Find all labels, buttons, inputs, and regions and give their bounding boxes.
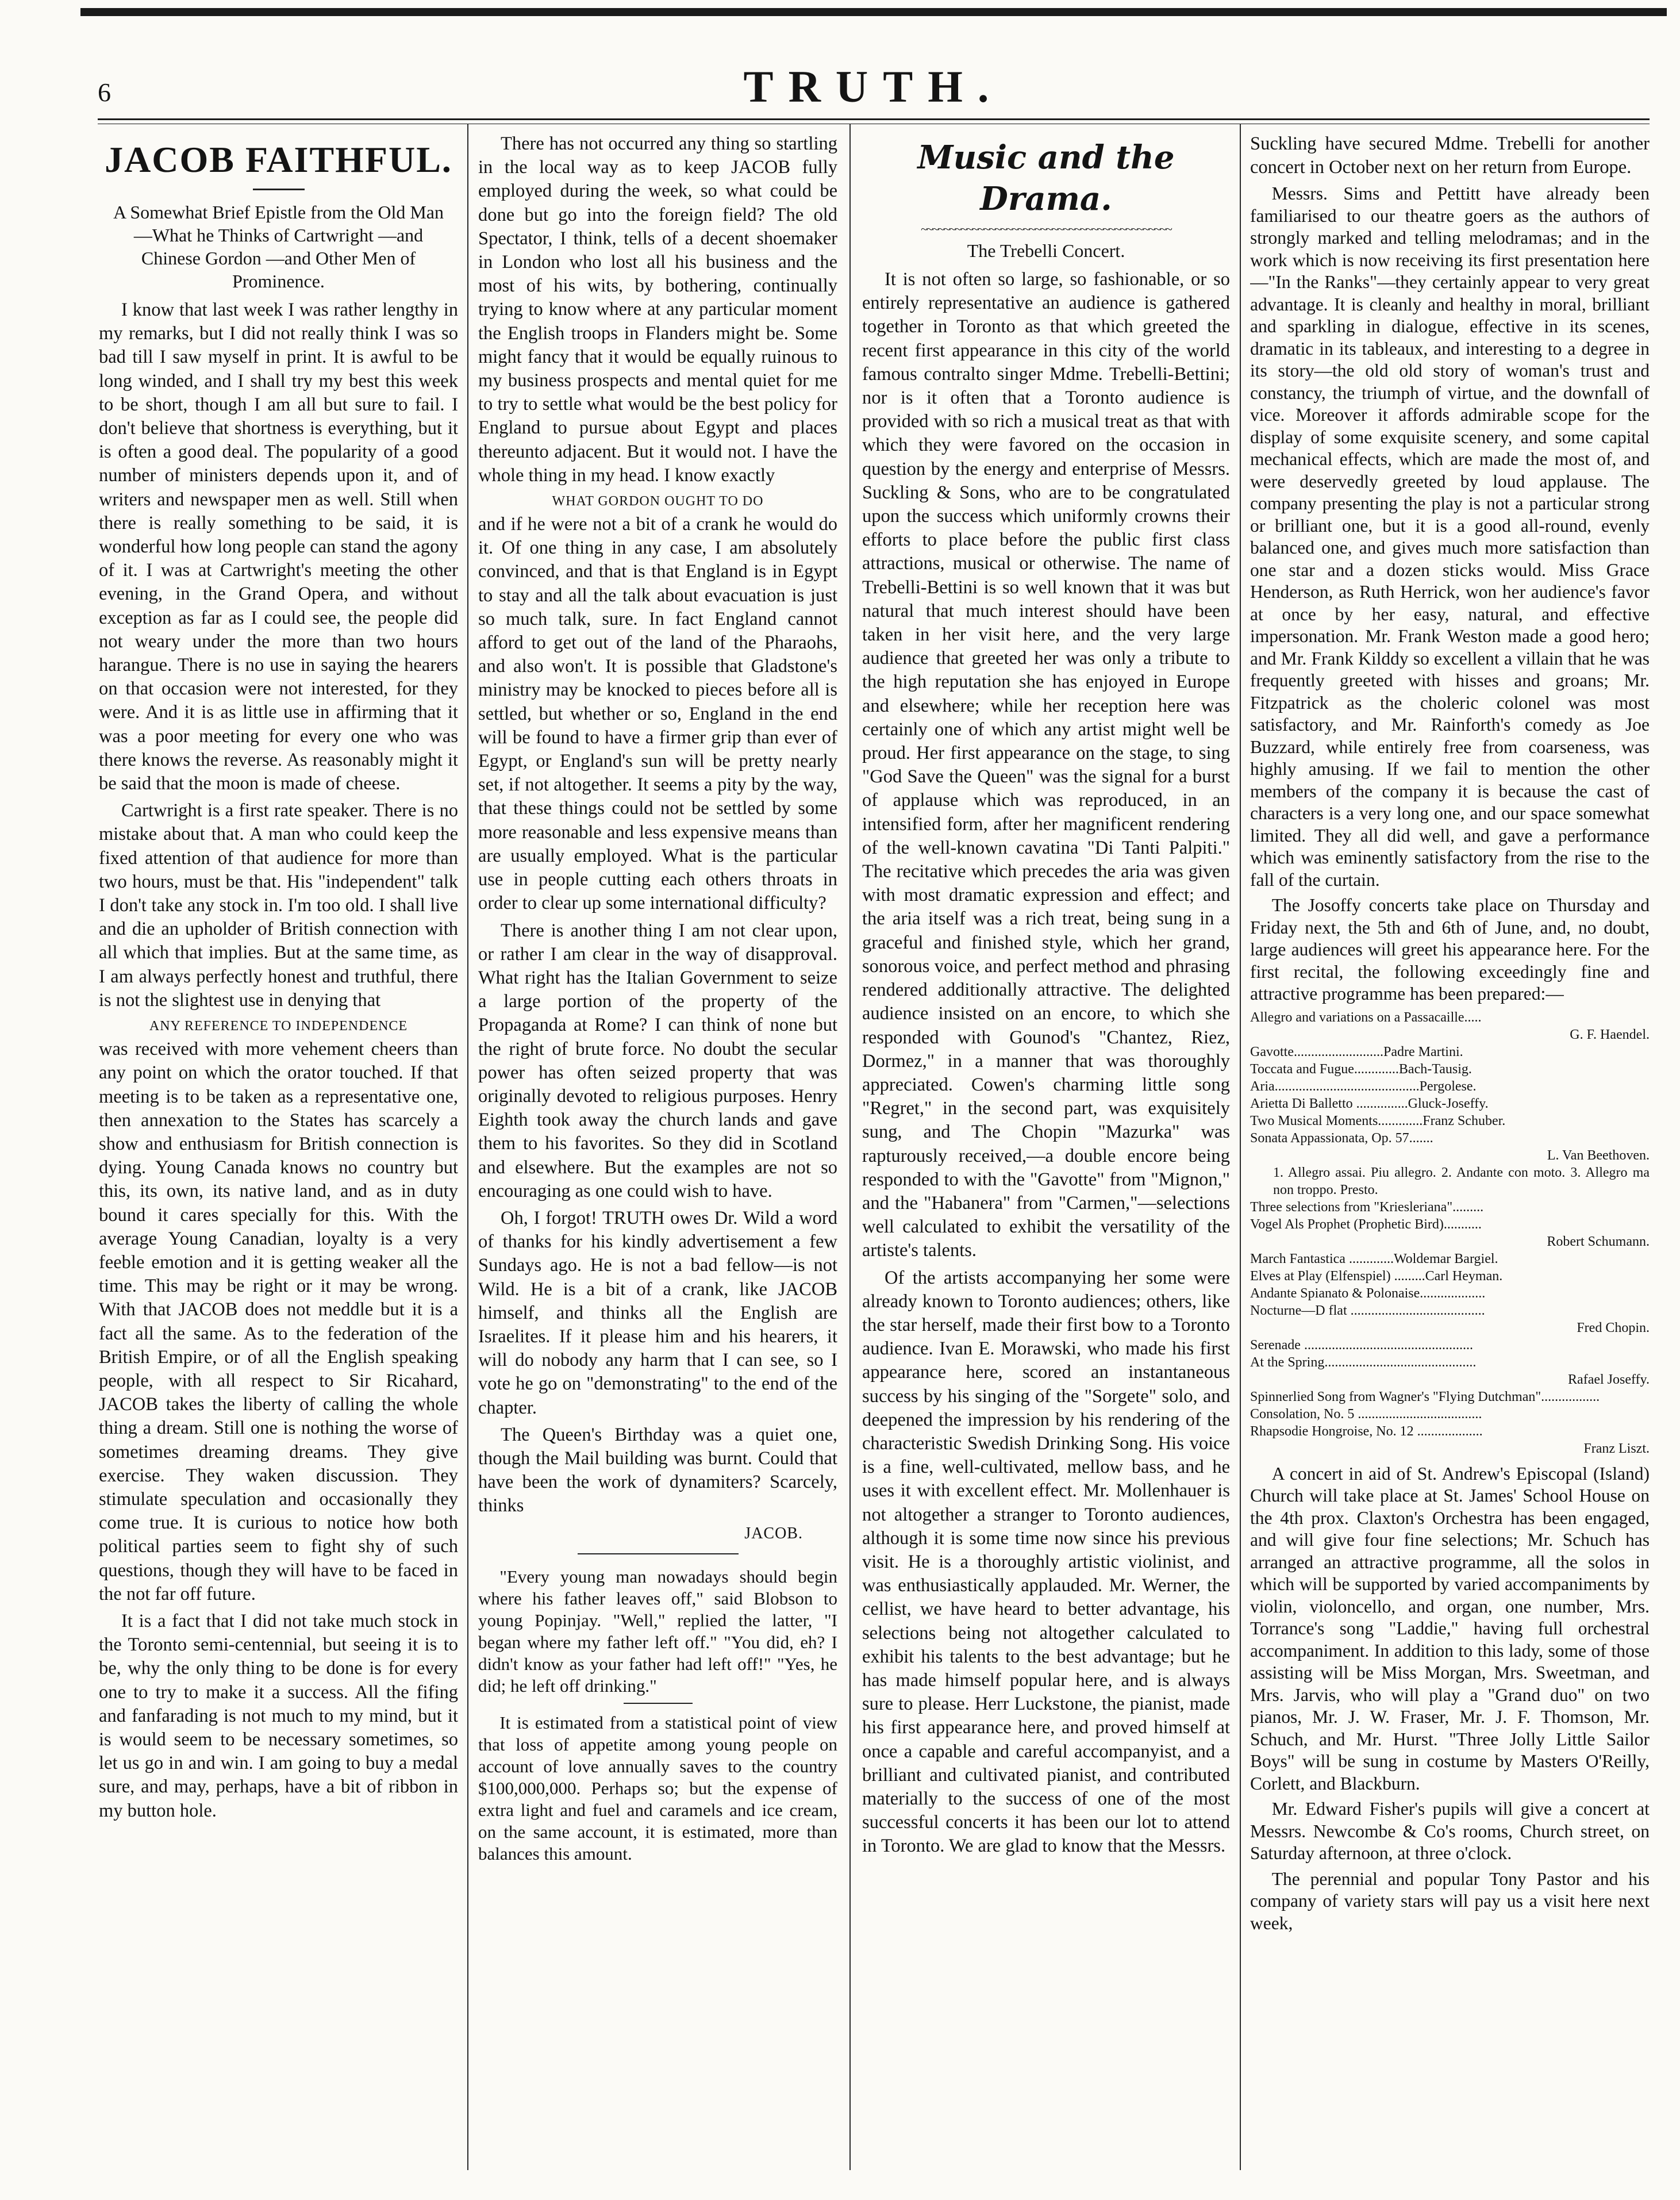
paragraph: Cartwright is a first rate speaker. There is no mistake about that. A man who could keep the fixed attention of that audience for more than two hours, must be that. His "independent" talk I don't take any stock in. I'm too old. I shall live and die an upholder of British connection with all which that implies. But at the same time, as I am always perfectly honest and truthful, there is not the slightest use in denying that [99,800,458,1011]
paragraph: Oh, I forgot! TRUTH owes Dr. Wild a word of thanks for his kindly advertisement a few Sundays ago. He is not a bad fellow—is not Wild. He is a bit of a crank, like JACOB himself, and thinks all the English are Israelites. If it please him and his hearers, it will do nobody any harm that I can see, so I vote he go on "demonstrating" to the end of the chapter. [478,1207,837,1418]
programme-line: G. F. Haendel. [1570,1027,1650,1042]
article-heading-jacob-faithful: JACOB FAITHFUL. [105,139,452,180]
programme-line: Spinnerlied Song from Wagner's "Flying Dutchman"................. [1250,1389,1600,1404]
programme-line: March Fantastica .............Woldemar Bargiel. [1250,1251,1498,1266]
subheading: The Trebelli Concert. [967,240,1125,261]
programme-line: Sonata Appassionata, Op. 57....... [1250,1130,1433,1146]
column-3 [862,132,1230,2179]
programme-line: Andante Spianato & Polonaise................... [1250,1285,1486,1301]
subheading: WHAT GORDON OUGHT TO DO [552,494,764,509]
programme-line: Serenade ................................................. [1250,1337,1473,1353]
separator-rule [624,1703,693,1704]
column-divider [467,124,468,2170]
paragraph: A concert in aid of St. Andrew's Episcopal (Island) Church will take place at St. James' School House on the 4th prox. Claxton's Orchestra has been engaged, and will give four fine selections; Mr. Schuch has arranged an attractive programme, all the solos in which will be supported by varied accompaniments by violin, violoncello, and organ, one number, Mrs. Torrance's song "Laddie," having full orchestral accompaniment. In addition to this lady, some of those assisting will be Miss Morgan, Mrs. Sweetman, and Mrs. Jarvis, who will play a "Grand duo" on two pianos, Mr. J. W. Fraser, Mr. J. F. Thomson, Mr. Schuch, and Mr. Hurst. "Three Jolly Little Sailor Boys" will be sung in costume by Masters O'Reilly, Corlett, and Blackburn. [1250,1463,1650,1794]
paragraph: The perennial and popular Tony Pastor and his company of variety stars will pay us a visit here next week, [1250,1868,1650,1933]
programme-line: Franz Liszt. [1583,1441,1650,1456]
programme-line: Two Musical Moments.............Franz Schuber. [1250,1113,1506,1128]
paragraph: There is another thing I am not clear upon, or rather I am clear in the way of disapproval. What right has the Italian Government to seize a large portion of the property of the Propaganda at Rome? I can think of none but the right of brute force. No doubt the secular power has often seized property that was originally devoted to religious purposes. Henry Eighth took away the church lands and gave them to his favorites. So they did in Scotland and elsewhere. But the examples are not so encouraging as one could wish to have. [478,920,837,1201]
programme-line: Aria..........................................Pergolese. [1250,1078,1477,1094]
separator-rule [578,1553,739,1554]
newspaper-title: TRUTH. [743,62,1004,112]
signature: JACOB. [744,1524,803,1542]
paragraph: The Josoffy concerts take place on Thursday and Friday next, the 5th and 6th of June, and, no doubt, large audiences will greet his appearance here. For the first recital, the following exceedingly fine and attractive programme has been prepared:— [1250,895,1650,1004]
masthead [98,57,1650,121]
column-1 [99,132,458,2179]
programme-line: Rafael Joseffy. [1568,1372,1650,1387]
article-deck: A Somewhat Brief Epistle from the Old Man—What he Thinks of Cartwright —and Chinese Gordon —and Other Men of Prominence. [113,202,444,291]
programme-line: Nocturne—D flat ....................................... [1250,1303,1485,1318]
programme-line: At the Spring............................................ [1250,1354,1477,1370]
paragraph: The Queen's Birthday was a quiet one, though the Mail building was burnt. Could that have been the work of dynamiters? Scarcely, thinks [478,1424,837,1516]
programme-line: Three selections from "Kriesleriana"......... [1250,1199,1484,1215]
paragraph: Of the artists accompanying her some were already known to Toronto audiences; others, like the star herself, made their first bow to a Toronto audience. Ivan E. Morawski, who made his first appearance here, scored an instantaneous success by his singing of the "Sorgete" solo, and deepened the impression by his rendering of the characteristic Swedish Drinking Song. His voice is a fine, well-cultivated, mellow bass, and he uses it with excellent effect. Mr. Mollenhauer is not altogether a stranger to Toronto audiences, although it is some time now since his previous visit. He is a thoroughly artistic violinist, and was enthusiastically applauded. Mr. Werner, the cellist, we have heard to better advantage, his selections being not altogether calculated to exhibit his talents to the best advantage; but he has made himself popular here, and is always sure to please. Herr Luckstone, the pianist, made his first appearance here, and proved himself at once a capable and careful accompanyist, and a brilliant and cultivated pianist, and contributed materially to the success of one of the most successful concerts it has been our lot to attend in Toronto. We are glad to know that the Messrs. [862,1267,1230,1857]
programme-line: L. Van Beethoven. [1547,1147,1650,1163]
paragraph: Messrs. Sims and Pettitt have already been familiarised to our theatre goers as the authors of strongly marked and telling melodramas; and in the work which is now receiving its first presentation here—"In the Ranks"—they certainly appear to very great advantage. It is cleanly and healthy in moral, brilliant and sparkling in dialogue, effective in its scenes, dramatic in its tableaux, and interesting to a degree in its story—the old old story of woman's trust and constancy, the triumph of virtue, and the downfall of vice. Moreover it affords admirable scope for the display of some exquisite scenery, and some capital mechanical effects, which are made the most of, and were deservedly greeted by loud applause. The company presenting the play is not a particular strong or brilliant one, but it is a good all-round, evenly balanced one, and gives much more satisfaction than one star and a dozen sticks would. Miss Grace Henderson, as Ruth Herrick, won her audience's favor at once by her easy, natural, and effective impersonation. Mr. Frank Weston made a good hero; and Mr. Frank Kilddy so excellent a villain that he was frequently greeted with hisses and groans; Mr. Fitzpatrick as the choleric colonel was most satisfactory, and Mr. Rainforth's comedy as Joe Buzzard, while entirely free from coarseness, was highly amusing. If we fail to mention the other members of the company it is because the cast of characters is a very long one, and our space somewhat limited. They all did well, and gave a performance which was eminently satisfactory from the rise to the fall of the curtain. [1250,183,1650,890]
paragraph: There has not occurred any thing so startling in the local way as to keep JACOB fully employed during the week, so what could be done but go into the foreign field? The old Spectator, I think, tells of a decent shoemaker in London who lost all his business and the most of his wits, by bothering, continually trying to know where at any particular moment the English troops in Flanders might be. Some might fancy that it would be equally ruinous to my business prospects and mental quiet for me to try to settle what would be the best policy for England to pursue about Egypt and places thereunto adjacent. But it would not. I have the whole thing in my head. I know exactly [478,133,837,486]
paragraph: It is not often so large, so fashionable, or so entirely representative an audience is gathered together in Toronto as that which greeted the recent first appearance in this city of the world famous contralto singer Mdme. Trebelli-Bettini; nor is it often that a Toronto audience is provided with so rich a musical treat as that with which they were favored on the occasion in question by the energy and enterprise of Messrs. Suckling & Sons, who are to be congratulated upon the success which uniformly crowns their efforts to place before the public first class attractions, musical or otherwise. The name of Trebelli-Bettini is so well known that it was but natural that much interest should have been taken in her visit here, and the very large audience that greeted her was only a tribute to the high reputation she has enjoyed in Europe and elsewhere; while her reception here was certainly one of which any artist might well be proud. Her first appearance on the stage, to sing "God Save the Queen" was the signal for a burst of applause which was reproduced, in an intensified form, after her magnificent rendering of the well-known cavatina "Di Tanti Palpiti." The recitative which precedes the aria was given with most dramatic expression and effect; and the aria itself was a rich treat, being sung in a graceful and finished style, which her grand, sonorous voice, and perfect method and phrasing rendered additionally attractive. The delighted audience insisted on an encore, to which she responded with Gounod's "Chantez, Riez, Dormez," in a manner that was thoroughly appreciated. Cowen's charming little song "Regret," in the second part, was exquisitely sung, and The Chopin "Mazurka" was rapturously received,—a double encore being responded to with the "Gavotte" from "Mignon," and the "Habanera" from "Carmen,"—selections well calculated to exhibit the versatility of the artiste's talents. [862,269,1230,1261]
programme-line: Robert Schumann. [1547,1234,1650,1249]
section-heading-music-drama: Music and the Drama. [917,139,1175,218]
programme-line: Vogel Als Prophet (Prophetic Bird)........... [1250,1216,1482,1232]
programme-line: Fred Chopin. [1577,1320,1650,1335]
paragraph: Suckling have secured Mdme. Trebelli for another concert in October next on her return from Europe. [1250,133,1650,178]
programme-line: Rhapsodie Hongroise, No. 12 ................... [1250,1423,1483,1439]
programme-line: Allegro and variations on a Passacaille..... [1250,1009,1482,1025]
paragraph: "Every young man nowadays should begin where his father leaves off," said Blobson to young Popinjay. "Well," replied the latter, "I began where my father left off." "You did, eh? I didn't know as your father had left off!" "Yes, he did; he left off drinking." [478,1566,837,1696]
column-4 [1250,132,1650,2179]
column-2 [478,132,837,2179]
paragraph: It is a fact that I did not take much stock in the Toronto semi-centennial, but seeing it is to be, why the only thing to be done is for every one to try to make it a success. All the fifing and fanfarading is not much to my mind, but it is would seem to be necessary sometimes, so let us go in and win. I am going to buy a medal sure, and may, perhaps, have a bit of ribbon in my button hole. [99,1610,458,1821]
column-divider [849,124,851,2170]
masthead-rule [98,118,1650,124]
programme-line: Arietta Di Balletto ...............Gluck-Joseffy. [1250,1096,1489,1111]
programme-line: 1. Allegro assai. Piu allegro. 2. Andante con moto. 3. Allegro ma non troppo. Presto. [1273,1165,1650,1197]
heading-rule [253,189,305,190]
programme-line: Gavotte..........................Padre Martini. [1250,1044,1463,1059]
top-border-bar [80,8,1667,16]
column-divider [1240,124,1241,2170]
subheading: ANY REFERENCE TO INDEPENDENCE [149,1019,408,1034]
concert-programme [1250,1009,1650,1457]
programme-line: Toccata and Fugue.............Bach-Tausig. [1250,1061,1472,1077]
paragraph: Mr. Edward Fisher's pupils will give a concert at Messrs. Newcombe & Co's rooms, Church street, on Saturday afternoon, at three o'clock. [1250,1799,1650,1864]
programme-line: Elves at Play (Elfenspiel) .........Carl Heyman. [1250,1268,1503,1284]
paragraph: was received with more vehement cheers than any point on which the orator touched. If that meeting is to be taken as a representative one, then annexation to the States has scarcely a show and enthusiasm for British connection is dying. Young Canada knows no country but this, its own, its native land, and as in duty bound it cares specially for this. With the average Young Canadian, loyalty is a very feeble emotion and it is getting weaker all the time. This may be right or it may be wrong. With that JACOB does not meddle but it is a fact all the same. As to the federation of the British Empire, or of all the English speaking people, with all respect to Sir Ricahard, JACOB takes the liberty of calling the whole thing a dream. Still one is nothing the worse of sometimes dreaming dreams. They give exercise. They waken discussion. They stimulate speculation and occasionally they come true. It is curious to notice how both political parties seem to fight shy of such questions, though they will have to be faced in the not far off future. [99,1039,458,1604]
page-number: 6 [98,78,111,107]
programme-line: Consolation, No. 5 .................................... [1250,1406,1482,1422]
wavy-rule: ~~~~~~~~~~~~~~~~~~~~~~~~~~~~~~~~~~~~~~~~~~~~ [921,222,1171,236]
paragraph: and if he were not a bit of a crank he would do it. Of one thing in any case, I am absolutely convinced, and that is that England is in Egypt to stay and all the talk about evacuation is just so much talk, sure. In fact England cannot afford to get out of the land of the Pharaohs, and also won't. It is possible that Gladstone's ministry may be knocked to pieces before all is settled, but whether or so, England in the end will be found to have a firmer grip than ever of Egypt, or England's sun will be pretty nearly set, if not altogether. It seems a pity by the way, that these things could not be settled by some more reasonable and less expensive means than are usually employed. What is the particular use in people cutting each others throats in order to clear up some international difficulty? [478,514,837,914]
paragraph: I know that last week I was rather lengthy in my remarks, but I did not really think I was so bad till I saw myself in print. It is awful to be long winded, and I shall try my best this week to be short, though I am all but sure to fail. I don't believe that shortness is everything, but it is often a good deal. The popularity of a good number of ministers depends upon it, and of writers and newspaper men as well. Still when there is really something to be said, it is wonderful how long people can stand the agony of it. I was at Cartwright's meeting the other evening, in the Grand Opera, and without exception as far as I could see, the people did not weary under the more than two hours harangue. There is no use in saying the hearers on that occasion were not interested, for they were. And it is as little use in affirming that it was a poor meeting for every one who was there knows the reverse. As reasonably might it be said that the moon is made of cheese. [99,300,458,794]
paragraph: It is estimated from a statistical point of view that loss of appetite among young people on account of love annually saves to the country $100,000,000. Perhaps so; but the expense of extra light and fuel and caramels and ice cream, on the same account, it is estimated, more than balances this amount. [478,1712,837,1864]
